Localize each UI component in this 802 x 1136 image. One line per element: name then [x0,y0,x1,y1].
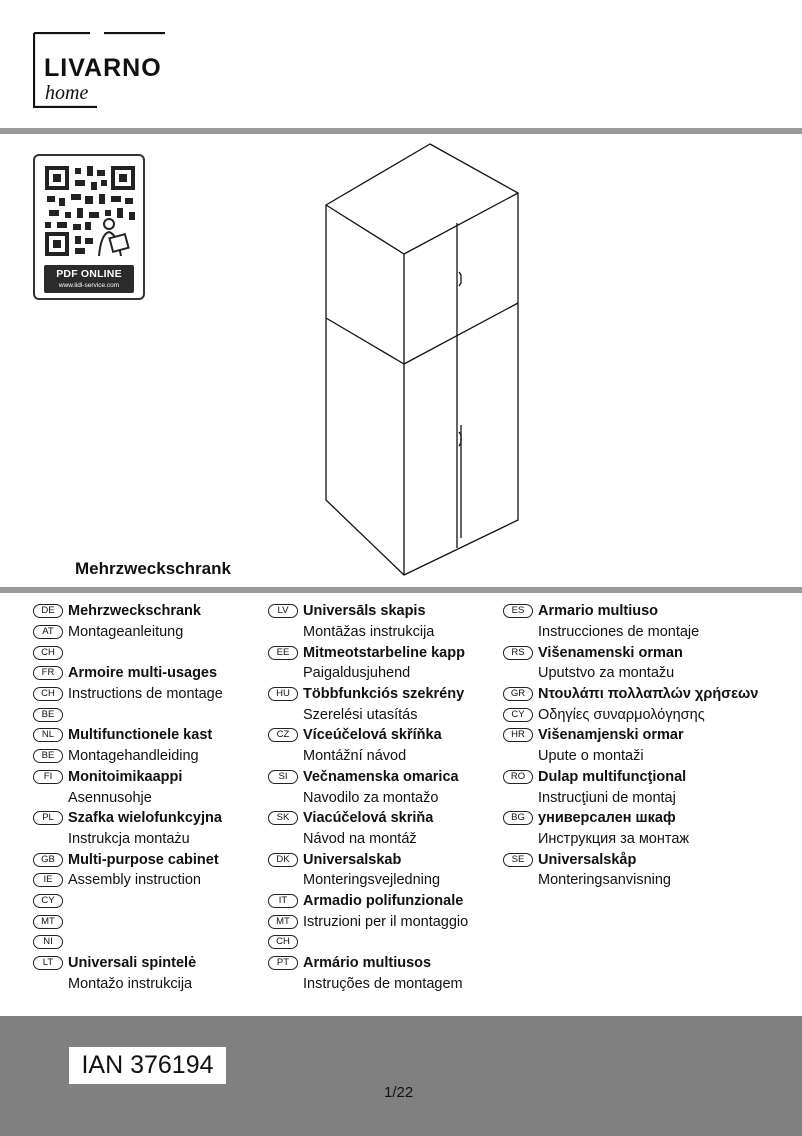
language-subtitle: Upute o montaži [538,748,644,765]
language-row [503,663,758,684]
language-title: Víceúčelová skříňka [303,727,442,744]
language-row [268,642,468,663]
country-code-badge: GB [33,853,63,867]
language-title: Mitmeotstarbeline kapp [303,644,465,661]
language-title: Multi-purpose cabinet [68,851,219,868]
language-row [33,829,223,850]
country-code-badge: IT [268,894,298,908]
language-subtitle: Instruções de montagem [303,975,463,992]
language-title: Armário multiusos [303,955,432,972]
country-code-badge: LV [268,604,298,618]
country-code-badge: NL [33,728,63,742]
language-row [33,601,223,622]
country-code-badge: MT [33,915,63,929]
language-row [503,767,758,788]
country-code-badge: GR [503,687,533,701]
language-row [503,725,758,746]
brand-name: LIVARNO [44,54,162,82]
language-subtitle: Montageanleitung [68,624,184,641]
language-row [33,911,223,932]
country-code-badge: CH [33,687,63,701]
language-row [33,787,223,808]
top-divider [0,128,802,134]
country-code-badge: SI [268,770,298,784]
mid-divider [0,587,802,593]
country-code-badge: RO [503,770,533,784]
language-column-1 [33,601,223,994]
language-subtitle: Assembly instruction [68,872,201,889]
language-subtitle: Instrukcja montażu [68,830,190,847]
language-title: Dulap multifuncţional [538,768,687,785]
country-code-badge: ES [503,604,533,618]
language-row [268,891,468,912]
language-row [33,767,223,788]
pdf-online-label [44,265,134,293]
language-row [268,746,468,767]
country-code-badge: LT [33,956,63,970]
language-row [268,663,468,684]
language-row [268,725,468,746]
country-code-badge: CH [33,646,63,660]
language-row [33,891,223,912]
language-row [503,704,758,725]
language-row [503,808,758,829]
language-subtitle: Οδηγίες συναρμολόγησης [538,706,705,723]
language-row [503,870,758,891]
country-code-badge: PT [268,956,298,970]
language-row [33,808,223,829]
language-row [33,684,223,705]
brand-logo [33,32,181,108]
country-code-badge: SK [268,811,298,825]
country-code-badge: BE [33,708,63,722]
language-row [268,684,468,705]
language-title: Armario multiuso [538,603,659,620]
language-subtitle: Montagehandleiding [68,748,199,765]
language-subtitle: Uputstvo za montažu [538,665,675,682]
country-code-badge: SE [503,853,533,867]
language-title: Szafka wielofunkcyjna [68,810,222,827]
country-code-badge: HR [503,728,533,742]
language-subtitle: Montážní návod [303,748,407,765]
country-code-badge: BE [33,749,63,763]
language-title: Mehrzweckschrank [68,603,201,620]
language-subtitle: Istruzioni per il montaggio [303,913,469,930]
language-column-3 [503,601,758,891]
language-title: Universalskåp [538,851,637,868]
language-row [503,849,758,870]
country-code-badge: FI [33,770,63,784]
language-row [268,601,468,622]
language-row [503,787,758,808]
country-code-badge: BG [503,811,533,825]
language-title: Viacúčelová skriňa [303,810,434,827]
country-code-badge: IE [33,873,63,887]
qr-code-icon [45,166,135,256]
country-code-badge: MT [268,915,298,929]
product-title: Mehrzweckschrank [75,559,231,578]
language-subtitle: Instructions de montage [68,686,223,703]
page-number: 1/22 [384,1084,414,1101]
language-row [33,870,223,891]
language-title: Višenamjenski ormar [538,727,684,744]
qr-card[interactable] [33,154,145,300]
language-row [268,829,468,850]
language-row [503,601,758,622]
language-row [268,622,468,643]
ian-number: IAN 376194 [69,1047,226,1084]
language-row [268,767,468,788]
language-title: Armadio polifunzionale [303,892,464,909]
pdf-online-url: www.lidl-service.com [58,282,120,289]
language-title: Multifunctionele kast [68,727,213,744]
language-row [33,849,223,870]
language-title: Višenamenski orman [538,644,683,661]
language-subtitle: Monteringsvejledning [303,872,441,889]
language-subtitle: Instrucţiuni de montaj [538,789,676,806]
language-title: Universāls skapis [303,603,426,620]
cabinet-illustration [320,140,530,580]
language-subtitle: Montažo instrukcija [68,975,193,992]
language-subtitle: Navodilo za montažo [303,789,439,806]
country-code-badge: CH [268,935,298,949]
language-subtitle: Montāžas instrukcija [303,624,435,641]
language-row [503,642,758,663]
country-code-badge: EE [268,646,298,660]
country-code-badge: RS [503,646,533,660]
language-subtitle: Instrucciones de montaje [538,624,700,641]
language-column-2 [268,601,468,994]
pdf-online-text: PDF ONLINE [56,268,122,280]
language-row [503,622,758,643]
language-subtitle: Návod na montáž [303,830,417,847]
language-subtitle: Szerelési utasítás [303,706,418,723]
language-row [268,704,468,725]
language-row [33,663,223,684]
country-code-badge: CZ [268,728,298,742]
country-code-badge: CY [33,894,63,908]
country-code-badge: DK [268,853,298,867]
language-row [33,973,223,994]
language-row [268,870,468,891]
country-code-badge: HU [268,687,298,701]
language-row [268,787,468,808]
language-title: Többfunkciós szekrény [303,686,465,703]
language-row [268,953,468,974]
language-title: Armoire multi-usages [68,665,218,682]
language-subtitle: Monteringsanvisning [538,872,671,889]
language-row [33,725,223,746]
country-code-badge: DE [33,604,63,618]
language-title: Monitoimikaappi [68,768,183,785]
language-row [33,746,223,767]
country-code-badge: AT [33,625,63,639]
language-row [33,932,223,953]
country-code-badge: FR [33,666,63,680]
language-title: Universalskab [303,851,402,868]
language-row [503,684,758,705]
language-row [33,622,223,643]
language-title: Universali spintelė [68,955,197,972]
language-title: универсален шкаф [538,810,676,827]
language-row [268,973,468,994]
language-row [33,642,223,663]
country-code-badge: PL [33,811,63,825]
language-row [33,953,223,974]
language-title: Večnamenska omarica [303,768,459,785]
language-row [503,746,758,767]
brand-sub: home [45,82,89,104]
language-row [268,808,468,829]
language-row [33,704,223,725]
language-subtitle: Инструкция за монтаж [538,830,690,847]
language-row [503,829,758,850]
language-title: Ντουλάπι πολλαπλών χρήσεων [538,686,759,703]
language-subtitle: Paigaldusjuhend [303,665,411,682]
language-row [268,849,468,870]
language-row [268,911,468,932]
country-code-badge: CY [503,708,533,722]
language-subtitle: Asennusohje [68,789,152,806]
language-row [268,932,468,953]
country-code-badge: NI [33,935,63,949]
